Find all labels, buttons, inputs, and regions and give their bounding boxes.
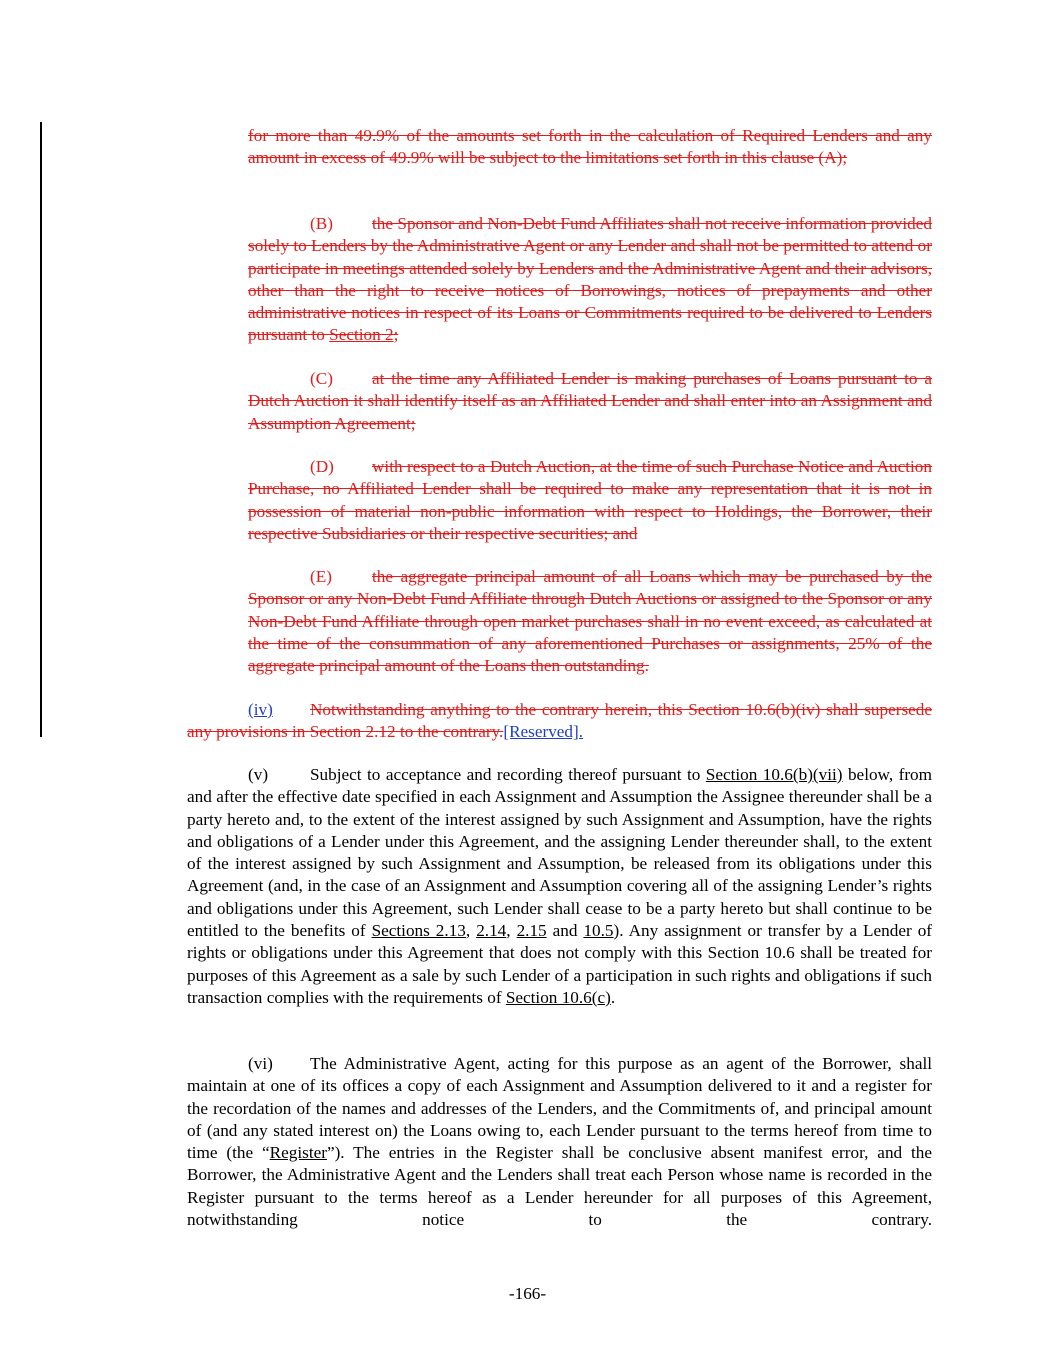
page-number: -166- (508, 1284, 547, 1303)
clause-label-vi: (vi) (248, 1054, 273, 1073)
inserted-text: [Reserved]. (503, 722, 584, 742)
deleted-text: for more than 49.9% of the amounts set forth in the calculation of Required Lenders and any amount in excess of 49.9% will be subject to the limitations set forth in this clause (A); (248, 126, 932, 168)
section-reference: 2.15 (516, 921, 547, 941)
paragraph-a-tail (248, 125, 932, 170)
paragraph-b (248, 213, 932, 347)
section-reference: Section 10.6(c) (505, 987, 611, 1007)
section-reference: 10.5 (583, 921, 614, 941)
clause-label-d: (D) (310, 457, 334, 476)
change-bar (40, 122, 42, 737)
clause-label-c: (C) (310, 369, 333, 388)
clause-label-e: (E) (310, 567, 332, 586)
clause-label-v: (v) (248, 765, 269, 784)
deleted-text: (E) the aggregate principal amount of all Loans which may be purchased by the Sponsor or any Non-Debt Fund Affiliate through Dutch Auctions or assigned to the Sponsor or any Non-Debt Fund Affiliate through open market purchases shall in no event exceed, as calculated at the time of the consummation of any aforementioned Purchases or assignments, 25% of the aggregate principal amount of the Loans then outstanding. (248, 567, 932, 676)
section-reference: Sections 2.13 (371, 921, 466, 941)
paragraph-d (248, 456, 932, 545)
deleted-text: (D) with respect to a Dutch Auction, at the time of such Purchase Notice and Auction Purchase, no Affiliated Lender shall be required to make any representation that it is not in possession of material non-public information with respect to Holdings, the Borrower, their respective Subsidiaries or their respective securities; and (248, 457, 932, 543)
section-reference: Section 2 (329, 325, 394, 345)
paragraph-v: (v) Subject to acceptance and recording thereof pursuant to Section 10.6(b)(vii) below, from and after the effective date specified in each Assignment and Assumption the Assignee thereunder shall be a party hereto and, to the extent of the interest assigned by such Assignment and Assumption, have the rights and obligations of a Lender under this Agreement, and the assigning Lender thereunder shall, to the extent of the interest assigned by such Assignment and Assumption, be released from its obligations under this Agreement (and, in the case of an Assignment and Assumption covering all of the assigning Lender’s rights and obligations under this Agreement, such Lender shall cease to be a party hereto but shall continue to be entitled to the benefits of Sections 2.13, 2.14, 2.15 and 10.5). Any assignment or transfer by a Lender of rights or obligations under this Agreement that does not comply with this Section 10.6 shall be treated for purposes of this Agreement as a sale by such Lender of a participation in such rights and obligations if such transaction complies with the requirements of Section 10.6(c). (187, 765, 933, 1007)
paragraph-c (248, 368, 932, 435)
deleted-text: Notwithstanding anything to the contrary herein, this Section 10.6(b)(iv) shall supersede any provisions in (187, 700, 932, 742)
deleted-text: (C) at the time any Affiliated Lender is making purchases of Loans pursuant to a Dutch Auction it shall identify itself as an Affiliated Lender and shall enter into an Assignment and Assumption Agreement; (248, 369, 932, 433)
section-reference: Section 10.6(b)(vii) (705, 765, 843, 784)
clause-label-b: (B) (310, 214, 333, 233)
deleted-section-reference: Section 2.12 (309, 722, 396, 742)
deleted-text: to the contrary. (395, 722, 504, 742)
paragraph-vi: (vi) The Administrative Agent, acting for this purpose as an agent of the Borrower, shall maintain at one of its offices a copy of each Assignment and Assumption delivered to it and a register for the recordation of the names and addresses of the Lenders, and the Commitments of, and principal amount of (and any stated interest on) the Loans owing to, each Lender pursuant to the terms hereof from time to time (the “Register”). The entries in the Register shall be conclusive absent manifest error, and the Borrower, the Administrative Agent and the Lenders shall treat each Person whose name is recorded in the Register pursuant to the terms hereof as a Lender hereunder for all purposes of this Agreement, notwithstanding notice to the contrary. (187, 1054, 933, 1230)
defined-term: Register (269, 1143, 327, 1163)
section-reference: 2.14 (476, 921, 507, 941)
paragraph-e (248, 566, 932, 677)
deleted-text: (B) the Sponsor and Non-Debt Fund Affiliates shall not receive information provided solely to Lenders by the Administrative Agent or any Lender and shall not be permitted to attend or participate in meetings attended solely by Lenders and the Administrative Agent and their advisors, other than the right to receive notices of Borrowings, notices of prepayments and other administrative notices in respect of its Loans or Commitments required to be delivered to Lenders pursuant to Section 2; (248, 214, 932, 345)
paragraph-iv (187, 699, 932, 744)
clause-label-iv: (iv) (248, 700, 273, 719)
